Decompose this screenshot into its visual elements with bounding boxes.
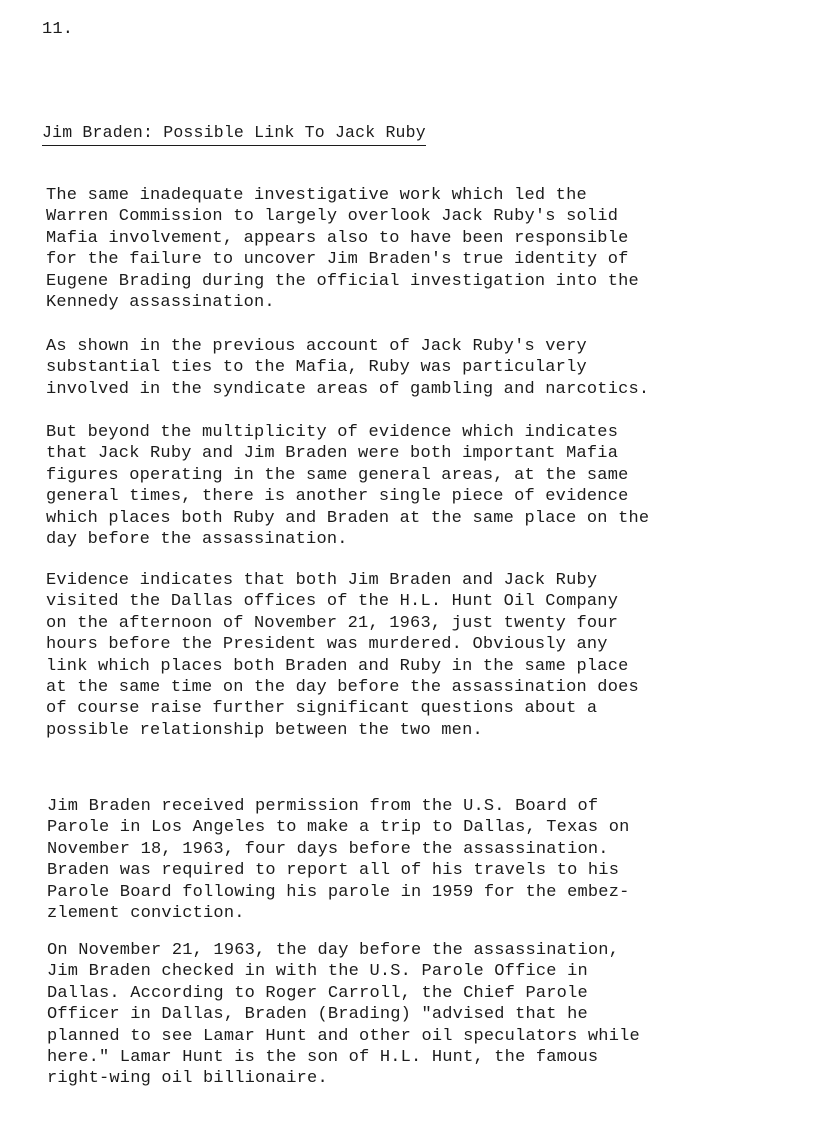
text-line: at the same time on the day before the assassination does (46, 678, 639, 698)
paragraph-1 (46, 185, 816, 313)
section-heading: Jim Braden: Possible Link To Jack Ruby (42, 122, 426, 146)
text-line: possible relationship between the two men. (46, 720, 483, 740)
text-line: that Jack Ruby and Jim Braden were both important Mafia (46, 444, 619, 464)
text-line: Kennedy assassination. (46, 293, 275, 313)
text-line: which places both Ruby and Braden at the same place on the (46, 508, 650, 528)
text-line: zlement conviction. (47, 904, 245, 924)
text-line: hours before the President was murdered. Obviously any (46, 635, 608, 655)
text-line: on the afternoon of November 21, 1963, just twenty four (46, 613, 619, 633)
text-line: Parole Board following his parole in 1959 for the embez- (47, 882, 630, 902)
text-line: for the failure to uncover Jim Braden's true identity of (46, 250, 629, 270)
text-line: general times, there is another single piece of evidence (46, 487, 629, 507)
text-line: of course raise further significant questions about a (46, 699, 598, 719)
text-line: figures operating in the same general areas, at the same (46, 465, 629, 485)
text-line: Evidence indicates that both Jim Braden and Jack Ruby (46, 571, 598, 590)
text-line: here." Lamar Hunt is the son of H.L. Hunt, the famous (47, 1048, 599, 1068)
text-line: But beyond the multiplicity of evidence which indicates (46, 423, 619, 442)
paragraph-4 (46, 570, 816, 741)
text-line: November 18, 1963, four days before the assassination. (47, 839, 609, 859)
text-line: visited the Dallas offices of the H.L. Hunt Oil Company (46, 592, 619, 612)
text-line: involved in the syndicate areas of gambling and narcotics. (46, 379, 650, 399)
text-line: As shown in the previous account of Jack Ruby's very (46, 337, 587, 356)
paragraph-5 (47, 796, 817, 924)
page-number: 11. (42, 20, 74, 39)
text-line: Officer in Dallas, Braden (Brading) "advised that he (47, 1005, 588, 1025)
text-line: right-wing oil billionaire. (47, 1069, 328, 1089)
paragraph-2 (46, 336, 816, 400)
text-line: The same inadequate investigative work which led the (46, 186, 587, 205)
text-line: Mafia involvement, appears also to have been responsible (46, 228, 629, 248)
paragraph-3 (46, 422, 816, 550)
text-line: Jim Braden received permission from the U.S. Board of (47, 797, 599, 816)
text-line: planned to see Lamar Hunt and other oil speculators while (47, 1026, 640, 1046)
text-line: Parole in Los Angeles to make a trip to Dallas, Texas on (47, 818, 630, 838)
text-line: Jim Braden checked in with the U.S. Parole Office in (47, 962, 588, 982)
text-line: Dallas. According to Roger Carroll, the Chief Parole (47, 983, 588, 1003)
text-line: Warren Commission to largely overlook Jack Ruby's solid (46, 207, 619, 227)
text-line: link which places both Braden and Ruby in the same place (46, 656, 629, 676)
text-line: Eugene Brading during the official investigation into the (46, 271, 639, 291)
text-line: Braden was required to report all of his travels to his (47, 861, 620, 881)
text-line: On November 21, 1963, the day before the assassination, (47, 941, 620, 960)
text-line: day before the assassination. (46, 530, 348, 550)
text-line: substantial ties to the Mafia, Ruby was particularly (46, 358, 587, 378)
paragraph-6 (47, 940, 817, 1090)
